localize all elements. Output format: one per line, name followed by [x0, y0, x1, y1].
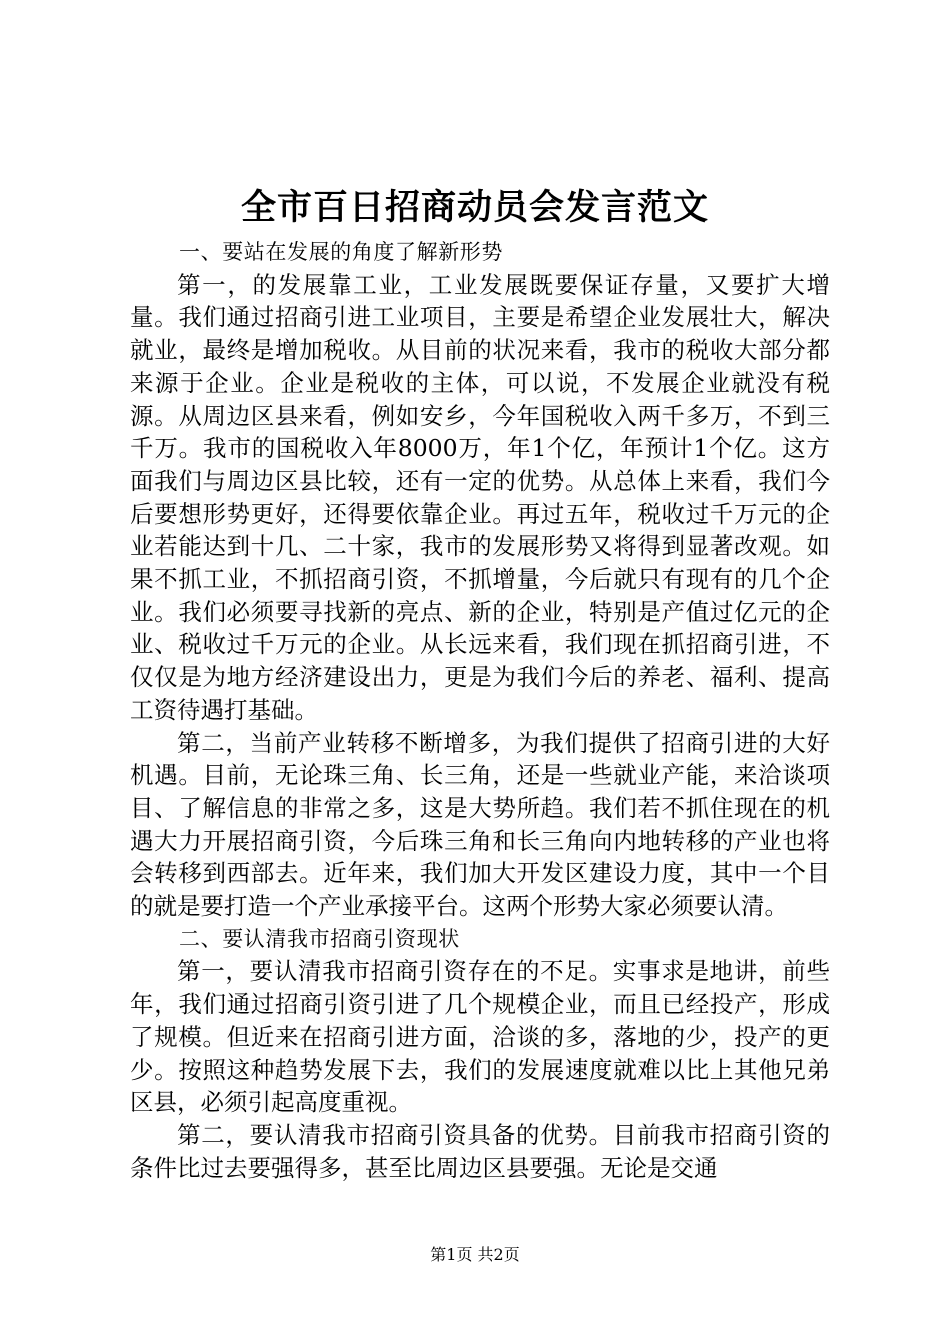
- section-heading-2: 二、要认清我市招商引资现状: [179, 926, 460, 951]
- page-footer: 第1页 共2页: [430, 1245, 520, 1264]
- paragraph-1: 第一，的发展靠工业，工业发展既要保证存量，又要扩大增量。我们通过招商引进工业项目，主要是希望企业发展壮大，解决就业，最终是增加税收。从目前的状况来看，我市的税收大部分都来源于企业。企业是税收的主体，可以说，不发展企业就没有税源。从周边区县来看，例如安乡，今年国税收入两千多万，不到三千万。我市的国税收入年8000万，年1个亿，年预计1个亿。这方面我们与周边区县比较，还有一定的优势。从总体上来看，我们今后要想形势更好，还得要依靠企业。再过五年，税收过千万元的企业若能达到十几、二十家，我市的发展形势又将得到显著改观。如果不抓工业，不抓招商引资，不抓增量，今后就只有现有的几个企业。我们必须要寻找新的亮点、新的企业，特别是产值过亿元的企业、税收过千万元的企业。从长远来看，我们现在抓招商引进，不仅仅是为地方经济建设出力，更是为我们今后的养老、福利、提高工资待遇打基础。: [130, 270, 830, 724]
- document-body: [130, 236, 830, 1184]
- paragraph-3: 第一，要认清我市招商引资存在的不足。实事求是地讲，前些年，我们通过招商引资引进了几个规模企业，而且已经投产，形成了规模。但近来在招商引进方面，洽谈的多，落地的少，投产的更少。按照这种趋势发展下去，我们的发展速度就难以比上其他兄弟区县，必须引起高度重视。: [130, 957, 830, 1117]
- section-heading-1: 一、要站在发展的角度了解新形势: [179, 240, 503, 264]
- paragraph-4: 第二，要认清我市招商引资具备的优势。目前我市招商引资的条件比过去要强得多，甚至比周边区县要强。无论是交通: [130, 1120, 830, 1182]
- document-title: 全市百日招商动员会发言范文: [240, 187, 709, 228]
- paragraph-2: 第二，当前产业转移不断增多，为我们提供了招商引进的大好机遇。目前，无论珠三角、长三角，还是一些就业产能，来洽谈项目、了解信息的非常之多，这是大势所趋。我们若不抓住现在的机遇大力开展招商引资，今后珠三角和长三角向内地转移的产业也将会转移到西部去。近年来，我们加大开发区建设力度，其中一个目的就是要打造一个产业承接平台。这两个形势大家必须要认清。: [130, 728, 830, 921]
